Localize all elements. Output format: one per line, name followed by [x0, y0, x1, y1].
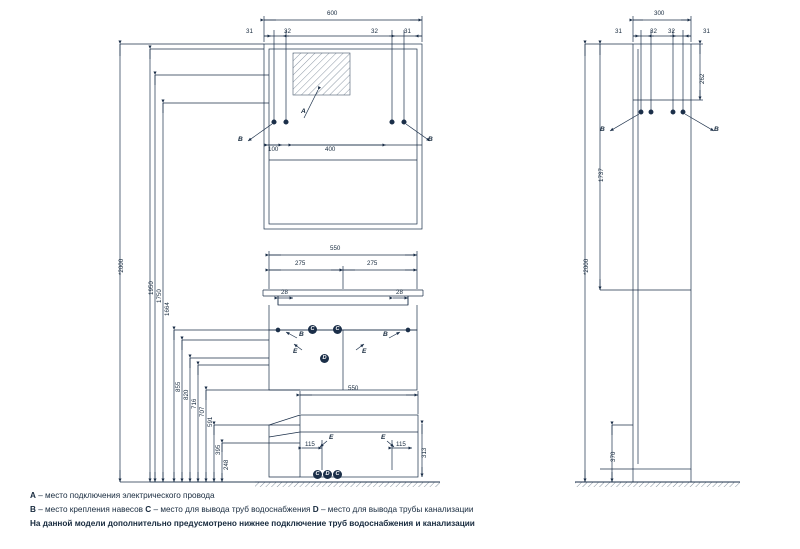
legend-text-c: – место для вывода труб водоснабжения: [151, 505, 313, 514]
mirror-dim-32-left: 32: [284, 28, 291, 35]
column-dim-32-left: 32: [650, 28, 657, 35]
vanity-mark-b-left: B: [299, 331, 304, 338]
legend-text-a: – место подключения электрического провода: [35, 491, 215, 500]
vanity-drawer-width: 550: [348, 385, 359, 392]
legend-row-a: [30, 489, 770, 503]
vanity-bottom-height: 313: [421, 447, 428, 458]
height-707: 707: [199, 406, 206, 417]
mirror-inner-dim-100: 100: [268, 146, 279, 153]
height-1750: 1750: [156, 289, 163, 303]
vanity-mark-b-right: B: [383, 331, 388, 338]
vanity-mark-e-bottom-right: E: [381, 434, 386, 441]
height-1950: 1950: [148, 281, 155, 295]
vanity-bottom-right: 115: [396, 441, 406, 448]
mirror-mark-b-left: B: [238, 136, 243, 143]
height-855: 855: [175, 381, 182, 392]
height-395: 395: [215, 444, 222, 455]
legend-text-d: – место для вывода трубы канализации: [318, 505, 474, 514]
mirror-dim-31-left: 31: [246, 28, 253, 35]
mirror-mark-b-right: B: [428, 136, 433, 143]
vanity-offset-left: 28: [281, 289, 288, 296]
legend-key-a: A: [30, 491, 36, 500]
column-height-2000: *2000: [583, 258, 590, 275]
vanity-width-label: 550: [330, 245, 341, 252]
column-height-1737: 1737: [598, 168, 605, 182]
column-dim-32-right: 32: [668, 28, 675, 35]
height-2000: *2000: [118, 258, 125, 275]
column-mark-b-right: B: [714, 126, 719, 133]
mirror-inner-dim-400: 400: [325, 146, 336, 153]
height-716: 716: [191, 398, 198, 409]
legend-row-note: На данной модели дополнительно предусмотрено нижнее подключение труб водоснабжения и канализации: [30, 519, 475, 528]
vanity-mark-e-bottom-left: E: [329, 434, 334, 441]
mark-c-left: C: [308, 325, 317, 334]
vanity-mark-e-right: E: [362, 348, 367, 355]
column-height-370: 370: [610, 451, 617, 462]
mirror-dim-31-right: 31: [404, 28, 411, 35]
mark-d-bottom: D: [323, 470, 332, 479]
vanity-offset-right: 28: [396, 289, 403, 296]
height-248: 248: [223, 459, 230, 470]
column-section-height: 262: [699, 73, 706, 84]
mirror-mark-a: A: [301, 108, 306, 115]
vanity-half-left: 275: [295, 260, 306, 267]
vanity-half-right: 275: [367, 260, 378, 267]
column-mark-b-left: B: [600, 126, 605, 133]
mirror-width-label: 600: [327, 10, 338, 17]
vanity-bottom-left: 115: [305, 441, 315, 448]
height-591: 591: [207, 416, 214, 427]
legend: [30, 489, 770, 531]
legend-key-b: B: [30, 505, 36, 514]
legend-key-c: C: [145, 505, 152, 514]
mark-d: D: [320, 354, 329, 363]
column-width-label: 300: [654, 10, 665, 17]
height-1664: 1664: [164, 302, 171, 316]
mark-c-right: C: [333, 325, 342, 334]
legend-key-d: D: [312, 505, 319, 514]
mark-c-bottom-left: C: [313, 470, 322, 479]
height-820: 820: [183, 389, 190, 400]
vanity-mark-e-left: E: [293, 348, 298, 355]
mark-c-bottom-right: C: [333, 470, 342, 479]
column-dim-31-right: 31: [703, 28, 710, 35]
legend-row-bcd: [30, 503, 770, 517]
legend-text-b: – место крепления навесов: [35, 505, 146, 514]
column-dim-31-left: 31: [615, 28, 622, 35]
mirror-dim-32-right: 32: [371, 28, 378, 35]
